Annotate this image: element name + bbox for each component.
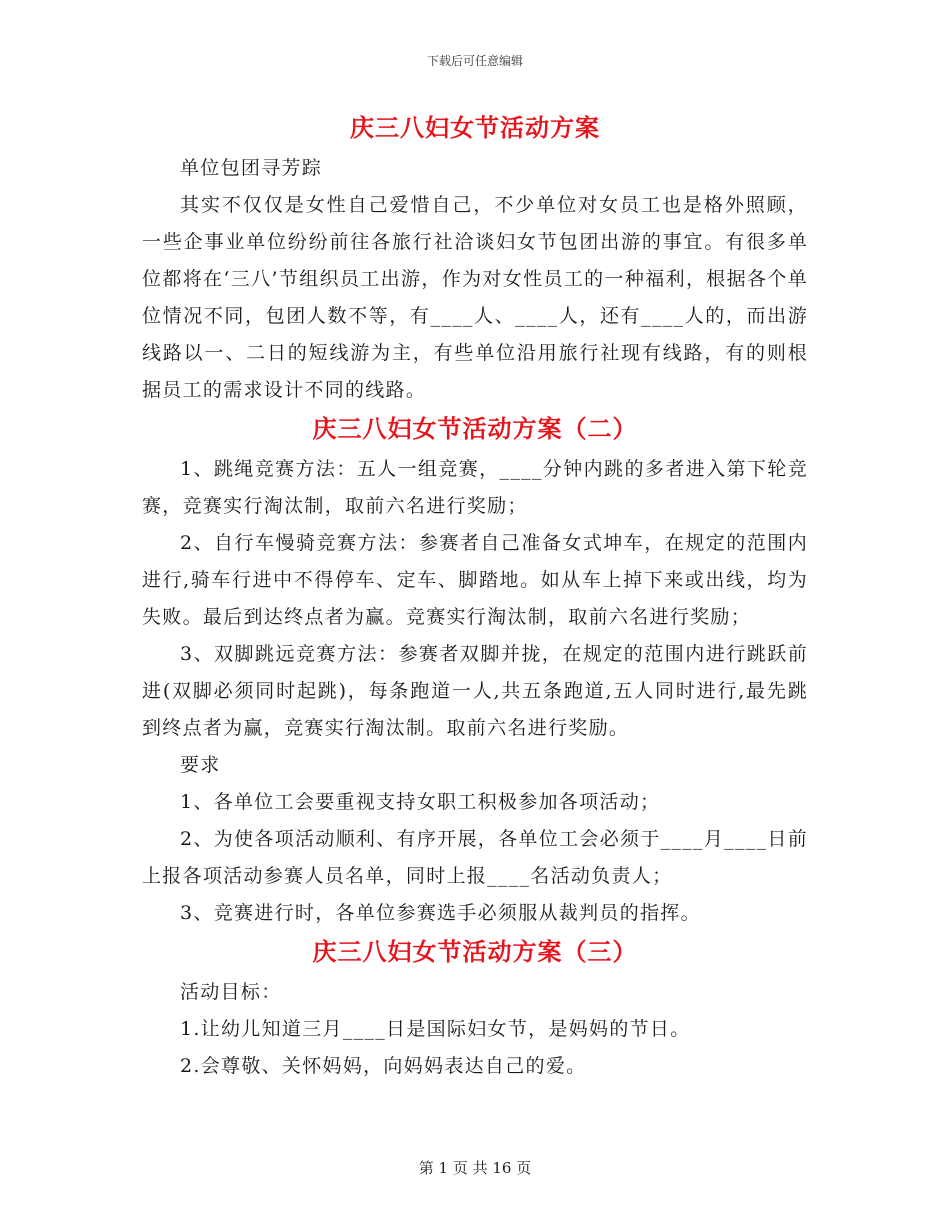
paragraph: 活动目标： (180, 981, 282, 1003)
page-header: 下载后可任意编辑 (426, 54, 523, 68)
section-title-2: 庆三八妇女节活动方案（二） (312, 414, 638, 443)
section-title-1: 庆三八妇女节活动方案 (350, 113, 600, 142)
paragraph: 3、竞赛进行时，各单位参赛选手必须服从裁判员的指挥。 (180, 902, 701, 924)
paragraph: 1、各单位工会要重视支持女职工积极参加各项活动； (180, 791, 661, 813)
section-title-3: 庆三八妇女节活动方案（三） (312, 937, 638, 966)
paragraph: 1、跳绳竞赛方法：五人一组竞赛，____分钟内跳的多者进入第下轮竞赛，竞赛实行淘汰制，取前六名进行奖励； (142, 458, 808, 517)
paragraph: 其实不仅仅是女性自己爱惜自己，不少单位对女员工也是格外照顾，一些企事业单位纷纷前往各旅行社洽谈妇女节包团出游的事宜。有很多单位都将在‘三八’节组织员工出游，作为对女性员工的一种福利，根据各个单位情况不同，包团人数不等，有____人、____人，还有____人的，而出游线路以一、二日的短线游为主，有些单位沿用旅行社现有线路，有的则根据员工的需求设计不同的线路。 (142, 194, 808, 401)
paragraph: 2、自行车慢骑竞赛方法：参赛者自己准备女式坤车，在规定的范围内进行,骑车行进中不得停车、定车、脚踏地。如从车上掉下来或出线，均为失败。最后到达终点者为赢。竞赛实行淘汰制，取前六名进行奖励； (142, 532, 808, 628)
paragraph: 3、双脚跳远竞赛方法：参赛者双脚并拢，在规定的范围内进行跳跃前进(双脚必须同时起跳)，每条跑道一人,共五条跑道,五人同时进行,最先跳到终点者为赢，竞赛实行淘汰制。取前六名进行奖励。 (142, 643, 808, 739)
paragraph: 1.让幼儿知道三月____日是国际妇女节，是妈妈的节日。 (180, 1018, 691, 1040)
document-body (142, 110, 808, 1085)
paragraph: 单位包团寻芳踪 (180, 157, 323, 179)
paragraph: 要求 (180, 754, 221, 776)
paragraph: 2、为使各项活动顺利、有序开展，各单位工会必须于____月____日前上报各项活动参赛人员名单，同时上报____名活动负责人； (142, 828, 808, 887)
page-footer: 第 1 页 共 16 页 (418, 1159, 532, 1177)
paragraph: 2.会尊敬、关怀妈妈，向妈妈表达自己的爱。 (180, 1055, 587, 1077)
